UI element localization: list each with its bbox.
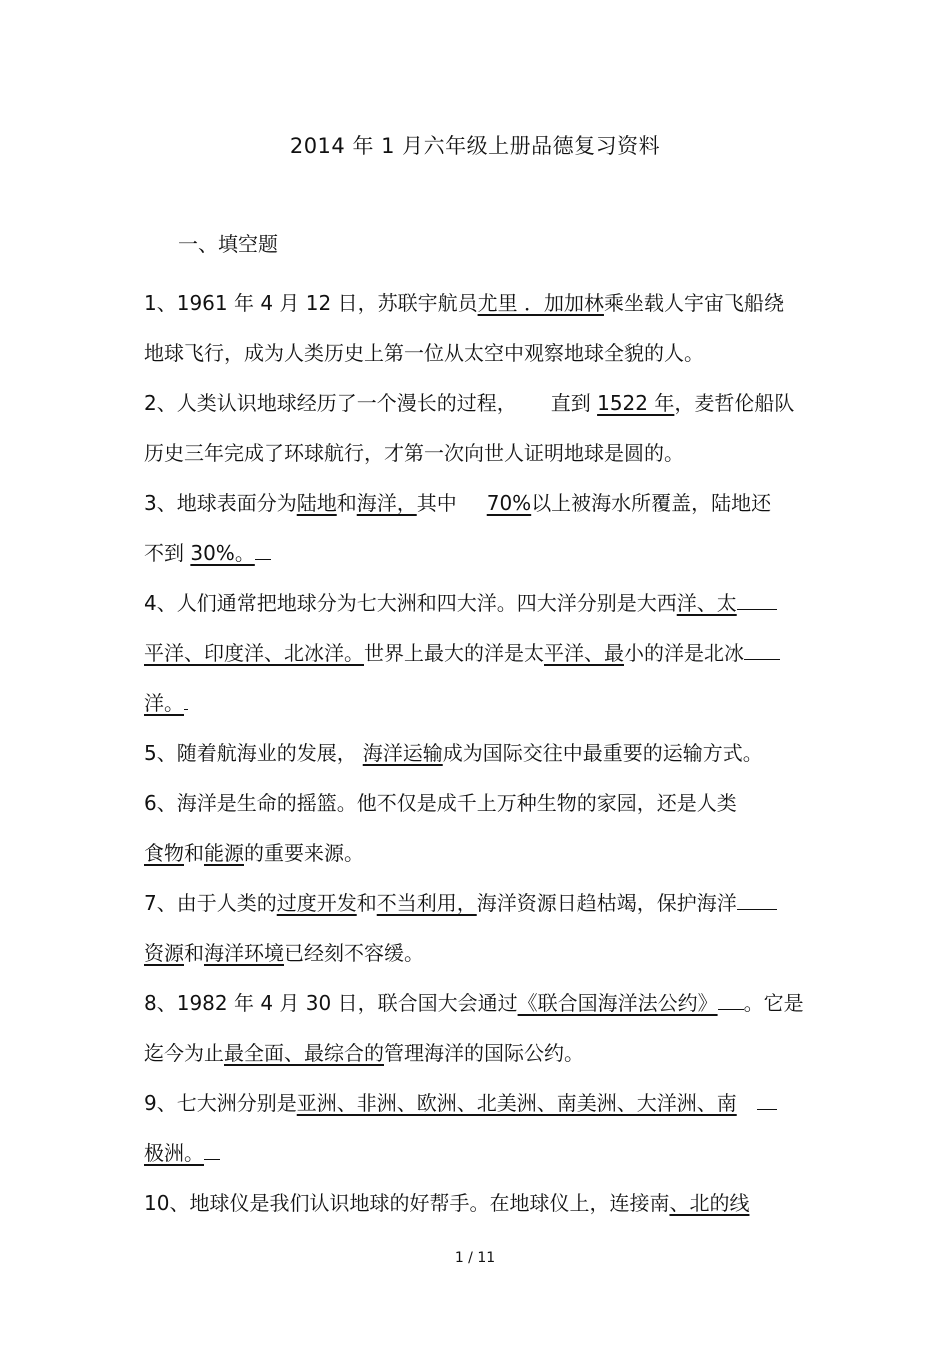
- document-title: 2014 年 1 月六年级上册品德复习资料: [289, 134, 661, 158]
- question-1-line-2: 地球飞行，成为人类历史上第一位从太空中观察地球全貌的人。: [144, 341, 704, 365]
- question-6-line-1: 6、海洋是生命的摇篮。他不仅是成千上万种生物的家园，还是人类: [144, 791, 737, 815]
- answer-blank: 不当利用，: [376, 891, 477, 915]
- page-number: 1 / 11: [454, 1250, 496, 1266]
- answer-blank: 海洋，: [356, 491, 417, 515]
- answer-blank: 洋、太: [676, 591, 737, 615]
- answer-blank: 能源: [204, 841, 244, 865]
- answer-blank: 海洋环境: [204, 941, 284, 965]
- answer-blank: 资源: [144, 941, 184, 965]
- answer-blank: 尤里 ．加加林: [477, 291, 604, 315]
- question-3-line-1: 3、地球表面分为陆地和海洋，其中 70%以上被海水所覆盖，陆地还: [144, 491, 772, 515]
- answer-blank: 亚洲、非洲、欧洲、北美洲、南美洲、大洋洲、南: [296, 1091, 737, 1115]
- answer-blank: 极洲。: [144, 1141, 204, 1165]
- question-2-line-1: 2、人类认识地球经历了一个漫长的过程， 直到 1522 年，麦哲伦船队: [144, 391, 795, 415]
- answer-blank: 食物: [144, 841, 184, 865]
- question-8-line-2: 迄今为止最全面、最综合的管理海洋的国际公约。: [144, 1041, 584, 1065]
- answer-blank: 过度开发: [276, 891, 357, 915]
- question-10-line-1: 10、地球仪是我们认识地球的好帮手。在地球仪上，连接南、北的线: [144, 1191, 750, 1215]
- question-7-line-1: 7、由于人类的过度开发和不当利用，海洋资源日趋枯竭，保护海洋: [144, 878, 814, 928]
- question-9-line-2: [144, 1128, 814, 1178]
- question-4-line-2: 平洋、印度洋、北冰洋。世界上最大的洋是太平洋、最小的洋是北冰: [144, 628, 814, 678]
- question-4-line-1: 4、人们通常把地球分为七大洲和四大洋。四大洋分别是大西洋、太: [144, 578, 814, 628]
- question-4-line-3: [144, 678, 814, 728]
- question-7-line-2: 资源和海洋环境已经刻不容缓。: [144, 941, 424, 965]
- answer-blank: 平洋、印度洋、北冰洋。: [144, 641, 364, 665]
- answer-blank: 陆地: [296, 491, 337, 515]
- answer-blank: 1522 年: [597, 391, 675, 415]
- question-2-line-2: 历史三年完成了环球航行，才第一次向世人证明地球是圆的。: [144, 441, 684, 465]
- blank-padding: [255, 558, 271, 560]
- question-8-line-1: 8、1982 年 4 月 30 日，联合国大会通过《联合国海洋法公约》 。它是: [144, 991, 804, 1015]
- question-6-line-2: 食物和能源的重要来源。: [144, 841, 364, 865]
- question-5-line-1: 5、随着航海业的发展， 海洋运输成为国际交往中最重要的运输方式。: [144, 741, 763, 765]
- answer-blank: 30%。: [190, 541, 255, 565]
- blank-padding: [184, 708, 188, 710]
- question-1-line-1: 1、1961 年 4 月 12 日，苏联宇航员尤里 ．加加林乘坐载人宇宙飞船绕: [144, 291, 784, 315]
- blank-padding: [737, 908, 777, 910]
- answer-blank: 《联合国海洋法公约》: [517, 991, 718, 1015]
- question-list: [144, 278, 814, 1228]
- question-3-line-2: 不到 30%。: [144, 528, 814, 578]
- blank-padding: [718, 1008, 744, 1010]
- answer-blank: 洋。: [144, 691, 184, 715]
- section-heading: 一、填空题: [178, 232, 278, 256]
- answer-blank: 、北的线: [669, 1191, 750, 1215]
- blank-padding: [737, 608, 777, 610]
- answer-blank: 海洋运输: [362, 741, 443, 765]
- blank-padding: [204, 1158, 220, 1160]
- answer-blank: 70%: [486, 491, 532, 515]
- question-9-line-1: 9、七大洲分别是亚洲、非洲、欧洲、北美洲、南美洲、大洋洲、南: [144, 1078, 814, 1128]
- blank-padding: [757, 1108, 777, 1110]
- answer-blank: 最全面、最综合的: [224, 1041, 384, 1065]
- answer-blank: 平洋、最: [544, 641, 624, 665]
- blank-padding: [744, 658, 780, 660]
